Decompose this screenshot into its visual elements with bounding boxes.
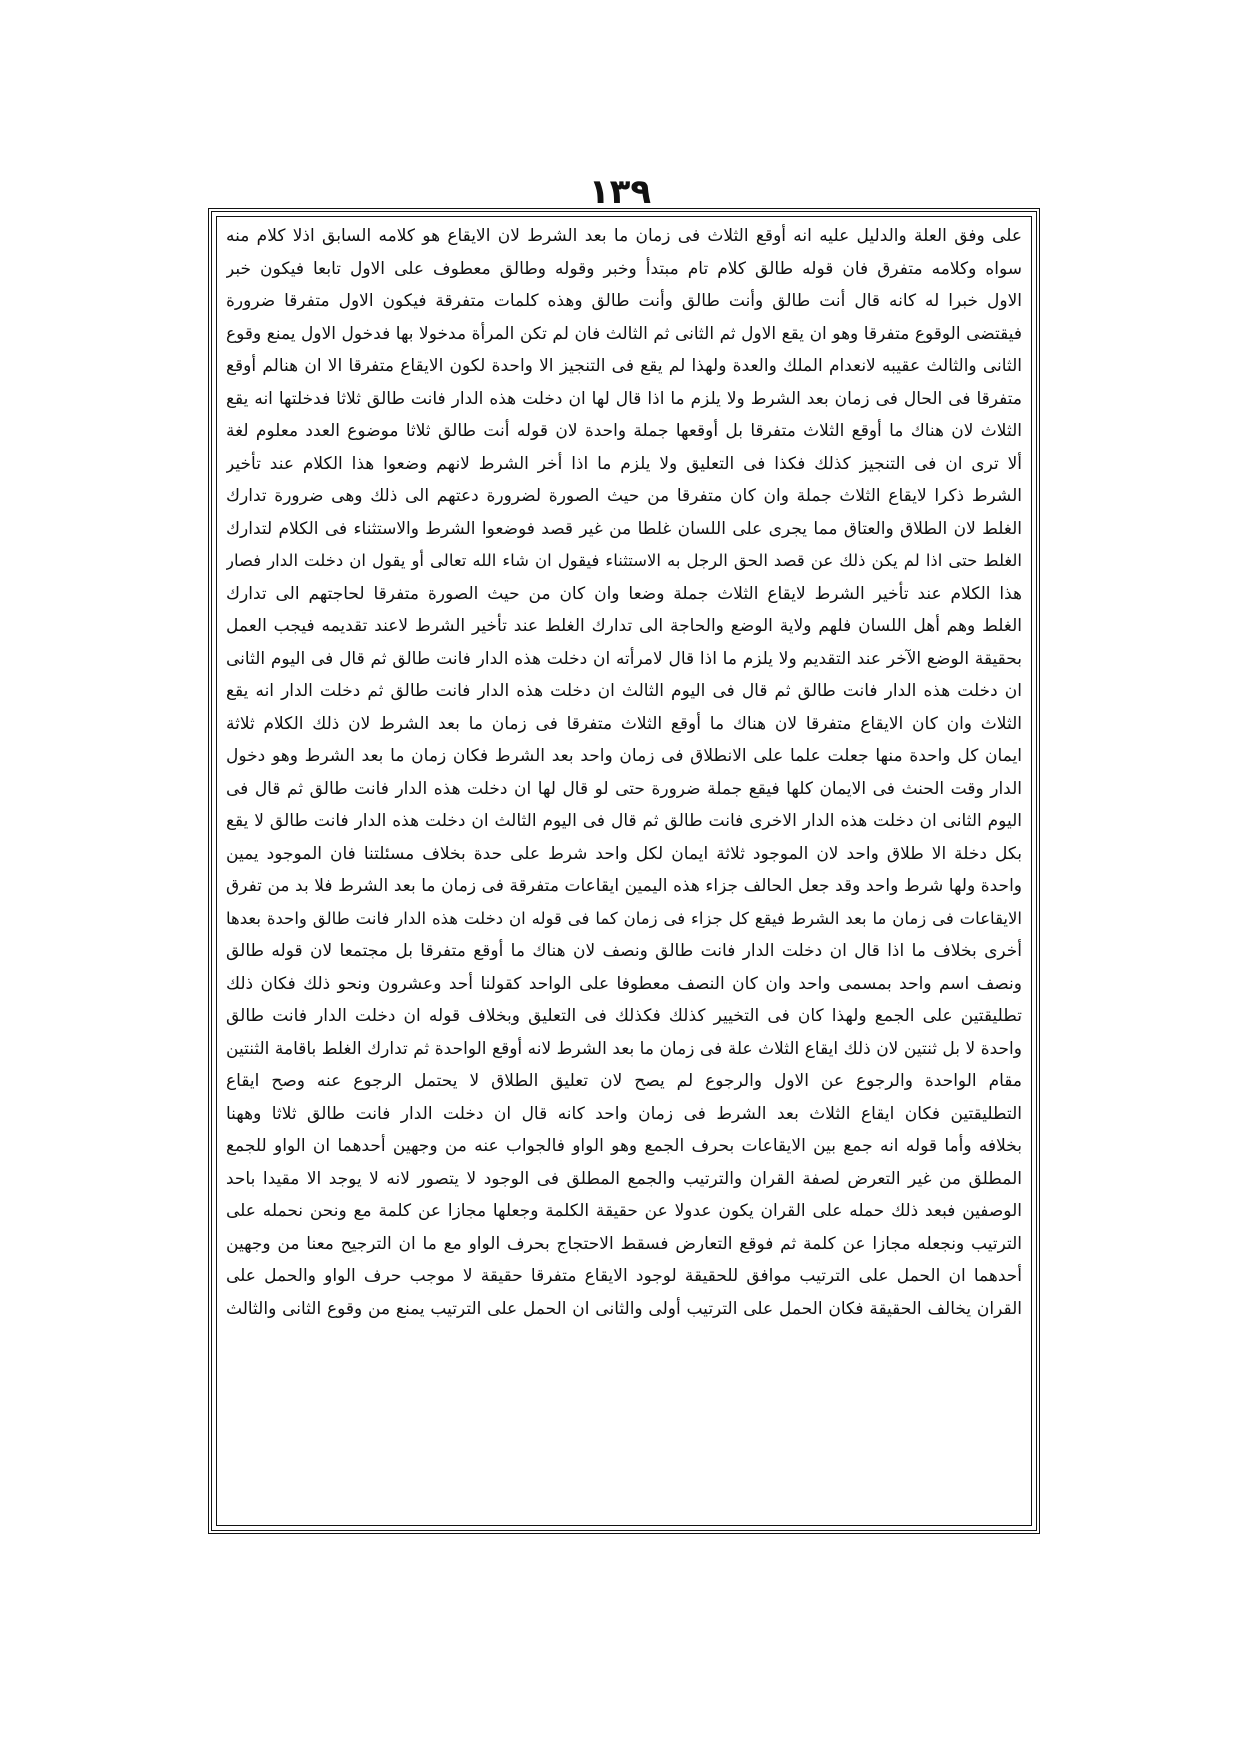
page-number: ١٣٩ xyxy=(588,172,652,212)
text-line: ان دخلت هذه الدار فانت طالق ثم قال فى اليوم الثالث ان دخلت هذه الدار فانت طالق ثم دخلت الدار انه يقع xyxy=(226,681,1022,701)
body-text xyxy=(226,220,1022,1325)
text-line: الثانى والثالث عقيبه لانعدام الملك والعدة ولهذا لم يقع فى التنجيز الا واحدة لكون الايقاع متفرقا الا ان هنالم أوقع xyxy=(226,356,1022,376)
text-line: الثلاث لان هناك ما أوقع الثلاث متفرقا بل أوقعها جملة واحدة لان قوله أنت طالق ثلاثا موضوع العدد معلوم لغة xyxy=(226,421,1022,441)
text-line: الغلط لان الطلاق والعتاق مما يجرى على اللسان غلطا من غير قصد فوضعوا الشرط والاستثناء فى الكلام لتدارك xyxy=(226,518,1022,539)
text-line: اليوم الثانى ان دخلت هذه الدار الاخرى فانت طالق ثم قال فى اليوم الثالث ان دخلت هذه الدار فانت طالق لا يقع xyxy=(226,811,1022,831)
text-line: فيقتضى الوقوع متفرقا وهو ان يقع الاول ثم الثانى ثم الثالث فان لم تكن المرأة مدخولا بها فدخول الاول يمنع وقوع xyxy=(226,323,1022,344)
text-line: ايمان كل واحدة منها جعلت علما على الانطلاق فى زمان واحد بعد الشرط فكان زمان ما بعد الشرط وهو دخول xyxy=(226,746,1022,766)
text-line: ونصف اسم واحد بمسمى واحد وان كان النصف معطوفا على الواحد كقولنا أحد وعشرون ونحو ذلك فكان ذلك xyxy=(226,973,1022,994)
text-line: الثلاث وان كان الايقاع متفرقا لان هناك ما أوقع الثلاث متفرقا فى زمان ما بعد الشرط لان ذلك الكلام ثلاثة xyxy=(226,713,1022,734)
text-line: الغلط حتى اذا لم يكن ذلك عن قصد الحق الرجل به الاستثناء فيقول ان شاء الله تعالى أو يقول ان دخلت الدار فصار xyxy=(226,551,1022,570)
text-line: الوصفين فبعد ذلك حمله على القران يكون عدولا عن حقيقة الكلمة وجعلها مجازا عن كلمة مع ونحن نحمله على xyxy=(226,1201,1022,1221)
text-line: القران يخالف الحقيقة فكان الحمل على الترتيب أولى والثانى ان الحمل على الترتيب يمنع من وقوع الثانى والثالث xyxy=(226,1298,1022,1319)
text-line: الشرط ذكرا لايقاع الثلاث جملة وان كان متفرقا من حيث الصورة لضرورة دعتهم الى ذلك وهى ضرورة تدارك xyxy=(226,486,1022,506)
text-line: تطليقتين على الجمع ولهذا كان فى التخيير كذلك فكذلك فى التعليق وبخلاف قوله ان دخلت الدار فانت طالق xyxy=(226,1006,1022,1026)
text-line: واحدة ولها شرط واحد وقد جعل الحالف جزاء هذه اليمين ايقاعات متفرقة فى زمان ما بعد الشرط فلا بد من تفرق xyxy=(226,876,1022,896)
text-line: بكل دخلة الا طلاق واحد لان الموجود ثلاثة ايمان لكل واحد شرط على حدة بخلاف مسئلتنا فان الموجود يمين xyxy=(226,843,1022,864)
text-line: واحدة لا بل ثنتين لان ذلك ايقاع الثلاث علة فى زمان ما بعد الشرط لانه أوقع الواحدة ثم تدارك الغلط باقامة الثنتين xyxy=(226,1038,1022,1059)
text-line: أخرى بخلاف ما اذا قال ان دخلت الدار فانت طالق ونصف لان هناك ما أوقع متفرقا بل مجتمعا لان قوله طالق xyxy=(226,941,1022,961)
text-line: مقام الواحدة والرجوع عن الاول والرجوع لم يصح لان تعليق الطلاق لا يحتمل الرجوع عنه وصح ايقاع xyxy=(226,1071,1022,1091)
text-line: الاول خبرا له كانه قال أنت طالق وأنت طالق وأنت طالق وهذه كلمات متفرقة فيكون الاول متفرقا ضرورة xyxy=(226,291,1022,311)
text-line: ألا ترى ان فى التنجيز كذلك فكذا فى التعليق ولا يلزم ما اذا أخر الشرط لانهم وضعوا هذا الكلام عند تأخير xyxy=(226,453,1022,474)
text-line: الدار وقت الحنث فى الايمان كلها فيقع جملة ضرورة حتى لو قال لها ان دخلت هذه الدار فانت طالق ثم قال فى xyxy=(226,778,1022,799)
text-line: على وفق العلة والدليل عليه انه أوقع الثلاث فى زمان ما بعد الشرط لان الايقاع هو كلامه السابق اذلا كلام منه xyxy=(226,226,1022,246)
text-line: أحدهما ان الحمل على الترتيب موافق للحقيقة لوجود الايقاع متفرقا حقيقة لا موجب حرف الواو والحمل على xyxy=(226,1266,1022,1286)
text-line: الغلط وهم أهل اللسان فلهم ولاية الوضع والحاجة الى تدارك الغلط عند تأخير الشرط لاعند تقديمه فيجب العمل xyxy=(226,616,1022,636)
text-line: الايقاعات فى زمان ما بعد الشرط فيقع كل جزاء فى زمان كما فى قوله ان دخلت هذه الدار فانت طالق واحدة بعدها xyxy=(226,908,1022,928)
text-line: التطليقتين فكان ايقاع الثلاث بعد الشرط فى زمان واحد كانه قال ان دخلت الدار فانت طالق ثلاثا وههنا xyxy=(226,1103,1022,1124)
text-line: سواه وكلامه متفرق فان قوله طالق كلام تام مبتدأ وخبر وقوله وطالق معطوف على الاول تابعا فيكون خبر xyxy=(226,258,1022,279)
text-line: هذا الكلام عند تأخير الشرط لايقاع الثلاث جملة وضعا وان كان من حيث الصورة متفرقا لحاجتهم الى تدارك xyxy=(226,583,1022,604)
text-line: الترتيب ونجعله مجازا عن كلمة ثم فوقع التعارض فسقط الاحتجاج بحرف الواو مع ما ان الترجيح معنا من وجهين xyxy=(226,1233,1022,1254)
text-line: متفرقا فى الحال فى زمان بعد الشرط ولا يلزم ما اذا قال لها ان دخلت هذه الدار فانت طالق ثلاثا فدخلتها انه يقع xyxy=(226,388,1022,409)
text-line: المطلق من غير التعرض لصفة القران والترتيب والجمع المطلق فى الوجود لا يتصور لانه لا يوجد الا مقيدا باحد xyxy=(226,1168,1022,1189)
text-line: بخلافه وأما قوله انه جمع بين الايقاعات بحرف الجمع وهو الواو فالجواب عنه من وجهين أحدهما ان الواو للجمع xyxy=(226,1136,1022,1156)
text-line: بحقيقة الوضع الآخر عند التقديم ولا يلزم ما اذا قال لامرأته ان دخلت هذه الدار فانت طالق ثم قال فى اليوم الثانى xyxy=(226,648,1022,669)
